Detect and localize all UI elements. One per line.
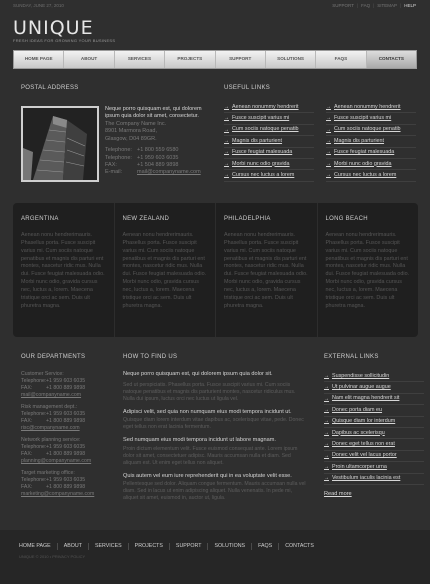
arrow-right-icon: → bbox=[324, 475, 329, 482]
arrow-right-icon: → bbox=[224, 115, 229, 122]
email-link[interactable]: mail@companyname.com bbox=[137, 169, 201, 176]
department-name: Target marketing office: bbox=[21, 470, 75, 477]
link-label: Cursus nec luctus a lorem bbox=[232, 171, 295, 178]
tel-label: Telephone: bbox=[21, 378, 47, 385]
useful-link[interactable] bbox=[224, 148, 314, 159]
useful-links-title: USEFUL LINKS bbox=[224, 85, 271, 91]
location-text: Aenean nonu hendrerimauris. Phasellus porta. Fusce suscipit varius mi. Cum sociis natoque penatibus et magnis dis parturi ent montes, nascetur ridic mus. Nulla dui. Fusce feugiat malesuada odio. Morbi nunc odio, gravida cursus nec, luctus a, lorem. Maecena tristique orci ac sem. Duis ult phuretra magna. bbox=[224, 232, 308, 309]
useful-link[interactable] bbox=[326, 148, 416, 159]
location-text: Aenean nonu hendrerimauris. Phasellus porta. Fusce suscipit varius mi. Cum sociis natoque penatibus et magnis dis parturi ent montes, nascetur ridic mus. Nulla dui. Fusce feugiat malesuada odio. Morbi nunc odio, gravida cursus nec, luctus a, lorem. Maecena tristique orci ac sem. Duis ult phuretra magna. bbox=[21, 232, 105, 309]
useful-link[interactable] bbox=[224, 125, 314, 136]
contact-label: Telephone: bbox=[105, 154, 132, 161]
arrow-right-icon: → bbox=[224, 103, 229, 110]
nav-about[interactable]: ABOUT bbox=[64, 51, 114, 68]
how-text: Sed ut perspiciatis. Phasellus porta. Fusce suscipit varius mi. Cum sociis natoque penatibus et magnis dis parturient montes, nascetur ridiculus mus. Nulla dui ipsum, luctus orci nec luctus ut ligula vel. bbox=[123, 381, 296, 402]
location-argentina bbox=[13, 203, 115, 337]
department-item bbox=[21, 371, 107, 399]
link-label: Donec velit vel lacus portor bbox=[332, 452, 397, 459]
link-label: Nam elit magna hendrerit sit bbox=[332, 395, 400, 402]
main-nav bbox=[13, 50, 417, 69]
how-text: Pellentesque sed dolor. Aliquam congue fermentum. Mauris accumsan nulla vel diam. Sed in lacus ut enim adipiscing aliquet. Nulla venenatis. In pede mi, aliquet sit amet, euismod in, auctor ut, ligula. bbox=[123, 481, 306, 502]
external-link[interactable] bbox=[324, 371, 424, 382]
tel-value: +1 959 603 6035 bbox=[46, 477, 86, 484]
department-item bbox=[21, 437, 107, 465]
useful-link[interactable] bbox=[326, 125, 416, 136]
footer bbox=[0, 530, 430, 584]
link-label: Quisque diam lor interdum bbox=[332, 418, 396, 425]
link-label: Fusce suscipit varius mi bbox=[232, 115, 290, 122]
useful-link[interactable] bbox=[326, 159, 416, 170]
link-label: Fusce feugiat malesuada bbox=[334, 149, 395, 156]
how-lead: Quis autem vel eum iure reprehenderit qui in ea voluptate velit esse. bbox=[123, 472, 292, 479]
link-label: Donec porta diam eu bbox=[332, 406, 383, 413]
link-label: Magnis dis parturient bbox=[334, 137, 385, 144]
useful-link[interactable] bbox=[224, 102, 314, 113]
arrow-right-icon: → bbox=[326, 172, 331, 179]
departments-block bbox=[21, 353, 107, 503]
arrow-right-icon: → bbox=[324, 464, 329, 471]
location-title: LONG BEACH bbox=[325, 216, 368, 222]
how-block bbox=[123, 437, 308, 467]
departments-title: OUR DEPARTMENTS bbox=[21, 354, 86, 360]
address-details bbox=[105, 106, 205, 177]
fax-value: +1 800 889 9898 bbox=[46, 385, 86, 392]
city: Glasgow, D04 89GR. bbox=[105, 135, 157, 142]
contact-label: FAX: bbox=[105, 161, 117, 168]
company-name: The Company Name Inc. bbox=[105, 120, 167, 127]
footer-link-projects[interactable]: PROJECTS bbox=[129, 543, 170, 550]
location-new-zealand bbox=[115, 203, 217, 337]
useful-link[interactable] bbox=[224, 136, 314, 147]
useful-links-col-1 bbox=[224, 102, 314, 182]
top-links bbox=[332, 3, 416, 9]
department-name: Network planning service: bbox=[21, 437, 81, 444]
link-label: Cum sociis natoque penatib bbox=[334, 126, 401, 133]
footer-link-home-page[interactable]: HOME PAGE bbox=[19, 543, 58, 550]
arrow-right-icon: → bbox=[326, 160, 331, 167]
arrow-right-icon: → bbox=[324, 384, 329, 391]
useful-link[interactable] bbox=[224, 113, 314, 124]
fax-value: +1 800 889 9898 bbox=[46, 484, 86, 491]
arrow-right-icon: → bbox=[324, 372, 329, 379]
read-more-link[interactable]: Read more bbox=[324, 491, 352, 497]
arrow-right-icon: → bbox=[324, 407, 329, 414]
fax-label: FAX: bbox=[21, 385, 33, 392]
useful-link[interactable] bbox=[224, 159, 314, 170]
fax-label: FAX: bbox=[21, 418, 33, 425]
postal-title: POSTAL ADDRESS bbox=[21, 85, 79, 91]
how-to-find-block bbox=[123, 353, 308, 508]
tel-value: +1 959 603 6035 bbox=[46, 411, 86, 418]
arrow-right-icon: → bbox=[224, 160, 229, 167]
arrow-right-icon: → bbox=[324, 429, 329, 436]
copyright: UNIQUE © 2010 • PRIVACY POLICY bbox=[19, 554, 86, 559]
location-text: Aenean nonu hendrerimauris. Phasellus porta. Fusce suscipit varius mi. Cum sociis natoque penatibus et magnis dis parturi ent montes, nascetur ridic mus. Nulla dui. Fusce feugiat malesuada odio. Morbi nunc odio, gravida cursus nec, luctus a, lorem. Maecena tristique orci ac sem. Duis ult phuretra magna. bbox=[325, 232, 410, 309]
link-label: Proin ultamcorper urna bbox=[332, 463, 387, 470]
useful-links-block bbox=[224, 84, 424, 182]
department-email-link[interactable]: mail@companyname.com bbox=[21, 392, 82, 399]
contact-value: +1 504 889 9898 bbox=[137, 161, 179, 168]
department-item bbox=[21, 470, 107, 498]
how-block bbox=[123, 371, 308, 403]
top-bar bbox=[0, 0, 430, 12]
external-link[interactable] bbox=[324, 394, 424, 405]
top-link-sitemap[interactable]: SITEMAP bbox=[377, 3, 398, 8]
contact-value: +1 959 603 6035 bbox=[137, 154, 179, 161]
building-image-icon bbox=[23, 108, 97, 180]
top-links-separator: | bbox=[356, 3, 359, 8]
location-title: PHILADELPHIA bbox=[224, 216, 271, 222]
link-label: Aenean nonummy hendrerit bbox=[334, 103, 401, 110]
tel-value: +1 959 603 6035 bbox=[46, 444, 86, 451]
link-label: Morbi nunc odio gravida bbox=[334, 160, 392, 167]
location-philadelphia bbox=[216, 203, 318, 337]
nav-projects[interactable]: PROJECTS bbox=[165, 51, 215, 68]
address-lead: Neque porro quisquam est, qui dolorem ipsum quia dolor sit amet, consectetur. bbox=[105, 106, 202, 120]
top-links-separator: | bbox=[400, 3, 402, 8]
link-label: Fusce feugiat malesuada bbox=[232, 149, 293, 156]
fax-label: FAX: bbox=[21, 484, 33, 491]
building-photo bbox=[21, 106, 99, 182]
external-link[interactable] bbox=[324, 417, 424, 428]
how-block bbox=[123, 409, 308, 432]
street: 8901 Marmora Road, bbox=[105, 128, 157, 135]
footer-link-support[interactable]: SUPPORT bbox=[170, 543, 209, 550]
external-link[interactable] bbox=[324, 382, 424, 393]
arrow-right-icon: → bbox=[324, 395, 329, 402]
contact-label: E-mail: bbox=[105, 169, 123, 176]
how-lead: Sed numquam eius modi tempora incidunt ut labore magnam. bbox=[123, 437, 276, 444]
department-email-link[interactable]: planning@companyname.com bbox=[21, 458, 92, 465]
useful-link[interactable] bbox=[224, 170, 314, 181]
top-link-faq[interactable]: FAQ bbox=[361, 3, 371, 8]
useful-link[interactable] bbox=[326, 102, 416, 113]
footer-link-faqs[interactable]: FAQS bbox=[252, 543, 279, 550]
link-label: Vestibulum iaculis lacinia est bbox=[332, 475, 401, 482]
how-block bbox=[123, 473, 308, 503]
external-link[interactable] bbox=[324, 439, 424, 450]
link-label: Ut pulvinar augue augue bbox=[332, 384, 391, 391]
link-label: Donec eget tellus non erat bbox=[332, 440, 395, 447]
external-links-title: EXTERNAL LINKS bbox=[324, 354, 379, 360]
footer-nav bbox=[19, 543, 320, 550]
how-text: Proin dictum elementum velit. Fusce euismod consequat ante. Lorem ipsum dolor sit amet, consectetuer adipisc. Mauris accumsan nulla et diam. Sed aliquam est. Ut enim eget tellus non aliquet. bbox=[123, 445, 298, 466]
external-link[interactable] bbox=[324, 462, 424, 473]
tel-label: Telephone: bbox=[21, 477, 47, 484]
location-long-beach bbox=[318, 203, 419, 337]
nav-contacts[interactable]: CONTACTS bbox=[367, 51, 416, 68]
arrow-right-icon: → bbox=[224, 126, 229, 133]
department-email-link[interactable]: risc@companyname.com bbox=[21, 425, 80, 432]
contact-section bbox=[0, 72, 430, 200]
how-lead: Adipisci velit, sed quia non numquam eius modi tempora incidunt ut. bbox=[123, 408, 292, 415]
top-links-separator: | bbox=[373, 3, 375, 8]
external-link[interactable] bbox=[324, 405, 424, 416]
external-links-block bbox=[324, 353, 424, 499]
department-name: Risk management dept.: bbox=[21, 404, 78, 411]
location-title: ARGENTINA bbox=[21, 216, 59, 222]
link-label: Cursus nec luctus a lorem bbox=[334, 171, 397, 178]
useful-link[interactable] bbox=[326, 136, 416, 147]
tel-label: Telephone: bbox=[21, 444, 47, 451]
info-section bbox=[0, 346, 430, 526]
how-text: Quisque diam lorem interdum vitae dapibus ac, scelerisque vitae, pede. Donec eget tellus non erat lacinia fermentum. bbox=[123, 417, 304, 431]
footer-link-solutions[interactable]: SOLUTIONS bbox=[208, 543, 252, 550]
arrow-right-icon: → bbox=[224, 172, 229, 179]
link-label: Aenean nonummy hendrerit bbox=[232, 103, 299, 110]
arrow-right-icon: → bbox=[326, 138, 331, 145]
nav-support[interactable]: SUPPORT bbox=[216, 51, 266, 68]
footer-link-contacts[interactable]: CONTACTS bbox=[285, 543, 314, 549]
locations-panel bbox=[13, 203, 418, 337]
external-link[interactable] bbox=[324, 428, 424, 439]
useful-link[interactable] bbox=[326, 170, 416, 181]
location-text: Aenean nonu hendrerimauris. Phasellus porta. Fusce suscipit varius mi. Cum sociis natoque penatibus et magnis dis parturi ent montes, nascetur ridic mus. Nulla dui. Fusce feugiat malesuada odio. Morbi nunc odio, gravida cursus nec, luctus a, lorem. Maecena tristique orci ac sem. Duis ult phuretra magna. bbox=[122, 232, 207, 309]
postal-address-block bbox=[21, 84, 202, 176]
nav-solutions[interactable]: SOLUTIONS bbox=[266, 51, 316, 68]
top-link-help[interactable]: HELP bbox=[404, 3, 416, 8]
footer-link-about[interactable]: ABOUT bbox=[58, 543, 89, 550]
external-link[interactable] bbox=[324, 474, 424, 485]
link-label: Dapibus ac scelerisqu bbox=[332, 429, 385, 436]
date-text: SUNDAY, JUNE 27, 2010 bbox=[13, 3, 64, 8]
arrow-right-icon: → bbox=[326, 126, 331, 133]
link-label: Suspendisse sollicitudin bbox=[332, 372, 390, 379]
nav-home-page[interactable]: HOME PAGE bbox=[14, 51, 64, 68]
useful-link[interactable] bbox=[326, 113, 416, 124]
contact-numbers bbox=[105, 147, 205, 177]
link-label: Morbi nunc odio gravida bbox=[232, 160, 290, 167]
arrow-right-icon: → bbox=[324, 418, 329, 425]
arrow-right-icon: → bbox=[324, 452, 329, 459]
fax-value: +1 800 889 9898 bbox=[46, 418, 86, 425]
department-email-link[interactable]: marketing@companyname.com bbox=[21, 491, 95, 498]
arrow-right-icon: → bbox=[224, 149, 229, 156]
link-label: Fusce suscipit varius mi bbox=[334, 115, 392, 122]
how-lead: Neque porro quisquam est, qui dolorem ipsum quia dolor sit. bbox=[123, 371, 273, 378]
tel-value: +1 959 603 6035 bbox=[46, 378, 86, 385]
arrow-right-icon: → bbox=[326, 103, 331, 110]
department-item bbox=[21, 404, 107, 432]
useful-links-col-2 bbox=[326, 102, 416, 182]
link-label: Cum sociis natoque penatib bbox=[232, 126, 299, 133]
arrow-right-icon: → bbox=[326, 149, 331, 156]
location-title: NEW ZEALAND bbox=[122, 216, 170, 222]
arrow-right-icon: → bbox=[326, 115, 331, 122]
fax-label: FAX: bbox=[21, 451, 33, 458]
nav-faqs[interactable]: FAQS bbox=[316, 51, 366, 68]
contact-label: Telephone: bbox=[105, 147, 132, 154]
contact-value: +1 800 559 6580 bbox=[137, 147, 179, 154]
nav-services[interactable]: SERVICES bbox=[115, 51, 165, 68]
tel-label: Telephone: bbox=[21, 411, 47, 418]
footer-link-services[interactable]: SERVICES bbox=[89, 543, 129, 550]
link-label: Magnis dis parturient bbox=[232, 137, 283, 144]
fax-value: +1 800 889 9898 bbox=[46, 451, 86, 458]
department-name: Customer Service: bbox=[21, 371, 64, 378]
top-link-support[interactable]: SUPPORT bbox=[332, 3, 354, 8]
how-to-find-title: HOW TO FIND US bbox=[123, 354, 178, 360]
arrow-right-icon: → bbox=[224, 138, 229, 145]
arrow-right-icon: → bbox=[324, 441, 329, 448]
external-link[interactable] bbox=[324, 451, 424, 462]
site-logo[interactable]: UNIQUE bbox=[13, 17, 94, 39]
site-slogan: FRESH IDEAS FOR GROWING YOUR BUSINESS bbox=[13, 38, 116, 43]
